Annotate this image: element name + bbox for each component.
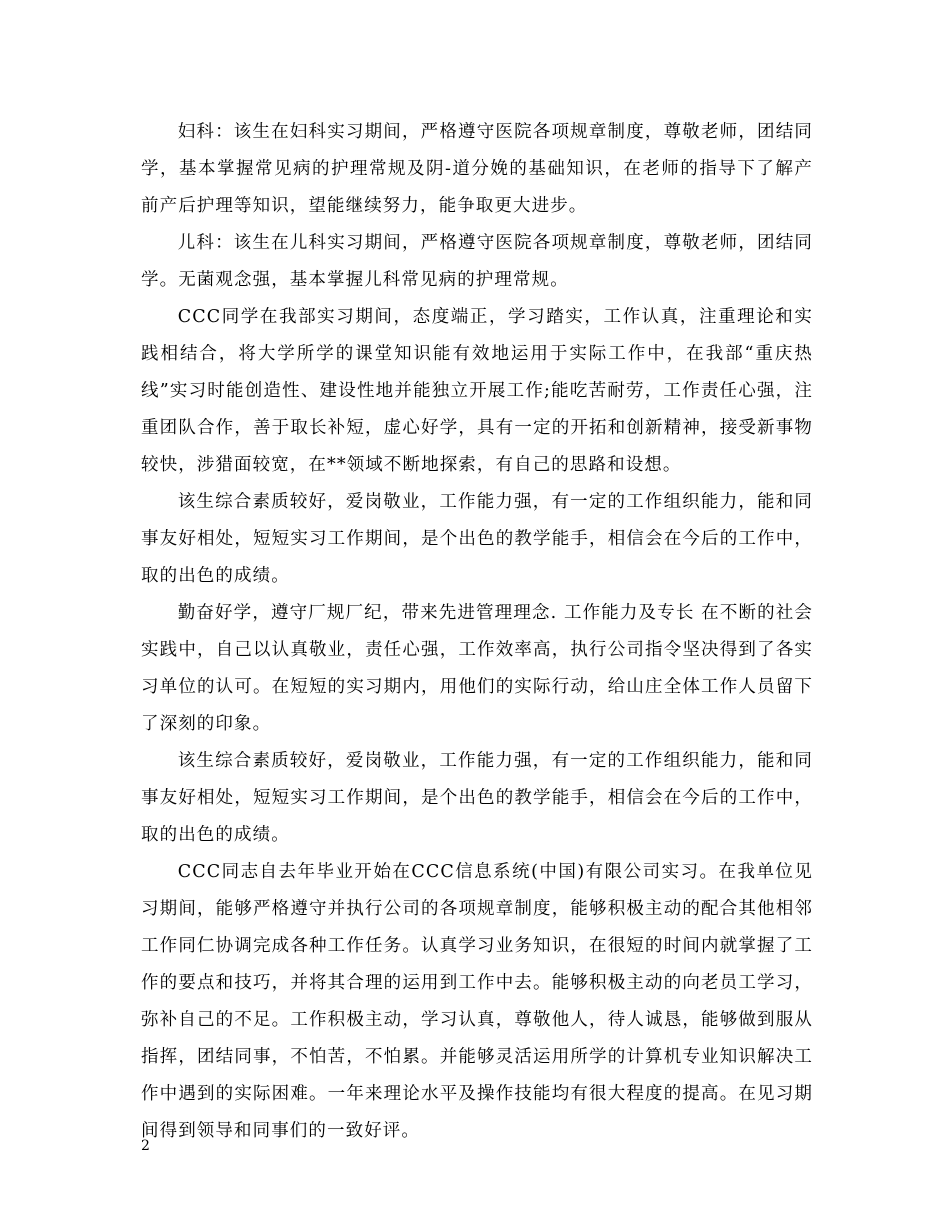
paragraph-overall-quality-1: 该生综合素质较好，爱岗敬业，工作能力强，有一定的工作组织能力，能和同事友好相处，短短实习工作期间，是个出色的教学能手，相信会在今后的工作中，取的出色的成绩。	[141, 492, 813, 586]
document-body	[141, 114, 813, 1150]
paragraph-diligent-study: 勤奋好学，遵守厂规厂纪，带来先进管理理念. 工作能力及专长 在不断的社会实践中，自己以认真敬业，责任心强，工作效率高，执行公司指令坚决得到了各实习单位的认可。在短短的实习期内，用他们的实际行动，给山庄全体工作人员留下了深刻的印象。	[141, 603, 813, 734]
paragraph-gynecology: 妇科：该生在妇科实习期间，严格遵守医院各项规章制度，尊敬老师，团结同学，基本掌握常见病的护理常规及阴-道分娩的基础知识，在老师的指导下了解产前产后护理等知识，望能继续努力，能争取更大进步。	[141, 122, 813, 216]
paragraph-overall-quality-2: 该生综合素质较好，爱岗敬业，工作能力强，有一定的工作组织能力，能和同事友好相处，短短实习工作期间，是个出色的教学能手，相信会在今后的工作中，取的出色的成绩。	[141, 751, 813, 845]
paragraph-ccc-student: CCC同学在我部实习期间，态度端正，学习踏实，工作认真，注重理论和实践相结合，将大学所学的课堂知识能有效地运用于实际工作中，在我部“重庆热线”实习时能创造性、建设性地并能独立开展工作;能吃苦耐劳，工作责任心强，注重团队合作，善于取长补短，虚心好学，具有一定的开拓和创新精神，接受新事物较快，涉猎面较宽，在**领域不断地探索，有自己的思路和设想。	[141, 307, 813, 475]
page-number: 2	[141, 1138, 150, 1154]
paragraph-pediatrics: 儿科：该生在儿科实习期间，严格遵守医院各项规章制度，尊敬老师，团结同学。无菌观念强，基本掌握儿科常见病的护理常规。	[141, 233, 813, 290]
paragraph-ccc-comrade: CCC同志自去年毕业开始在CCC信息系统(中国)有限公司实习。在我单位见习期间，能够严格遵守并执行公司的各项规章制度，能够积极主动的配合其他相邻工作同仁协调完成各种工作任务。认真学习业务知识，在很短的时间内就掌握了工作的要点和技巧，并将其合理的运用到工作中去。能够积极主动的向老员工学习，弥补自己的不足。工作积极主动，学习认真，尊敬他人，待人诚恳，能够做到服从指挥，团结同事，不怕苦，不怕累。并能够灵活运用所学的计算机专业知识解决工作中遇到的实际困难。一年来理论水平及操作技能均有很大程度的提高。在见习期间得到领导和同事们的一致好评。	[141, 862, 813, 1141]
